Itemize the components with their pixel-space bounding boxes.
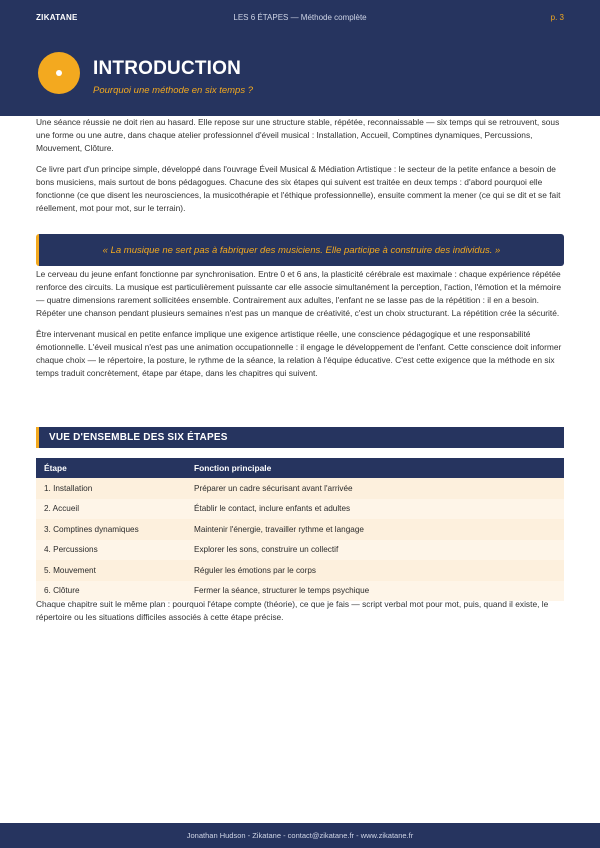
column-header-step: Étape [36,458,186,478]
step-function: Établir le contact, inclure enfants et adultes [186,499,564,520]
circle-dot-icon [38,52,80,94]
running-title: LES 6 ÉTAPES — Méthode complète [233,13,367,22]
table-row [36,519,564,540]
intro-paragraph-2: Ce livre part d'un principe simple, développé dans l'ouvrage Éveil Musical & Médiation Artistique : le secteur de la petite enfance a besoin de bons musiciens, mais surtout de bons pédagogues. Chacune des six étapes qui suivent est traitée en deux temps : d'abord pourquoi elle fonctionne (ce que disent les neurosciences, la musicothérapie et l'éthique professionnelle), ensuite comment la mener (ce qui se dit et se fait réellement, mot pour mot, sur le terrain). [36,164,561,213]
table-header-row [36,458,564,478]
steps-table [36,458,564,601]
step-name: 5. Mouvement [36,560,186,581]
intro-section [36,116,564,215]
body-paragraph-2: Être intervenant musical en petite enfance implique une exigence artistique réelle, une conscience pédagogique et une responsabilité émotionnelle. L'éveil musical n'est pas une animation occupationnelle : il engage le développement de l'enfant. Cette conscience doit informer chaque choix — le répertoire, la posture, le rythme de la séance, la relation à l'équipe éducative. C'est cette exigence que la méthode en six temps traduit concrètement, étape par étape, dans les chapitres qui suivent. [36,329,562,378]
body-paragraph-1: Le cerveau du jeune enfant fonctionne par synchronisation. Entre 0 et 6 ans, la plasticité cérébrale est maximale : chaque expérience répétée renforce des circuits. La musique est particulièrement puissante car elle associe simultanément la perception, l'action, l'émotion et la mémoire — quatre dimensions rarement sollicitées ensemble. Contrairement aux adultes, l'enfant ne se lasse pas de la répétition : il en a besoin. Répéter une chanson pendant plusieurs semaines n'est pas un manque de créativité, c'est un choix structurant. La répétition crée la sécurité. [36,269,562,318]
step-name: 1. Installation [36,478,186,499]
closing-note [36,598,564,624]
table-row [36,478,564,499]
page-title: INTRODUCTION [93,58,242,79]
step-function: Explorer les sons, construire un collectif [186,540,564,561]
step-function: Maintenir l'énergie, travailler rythme et langage [186,519,564,540]
step-function: Préparer un cadre sécurisant avant l'arrivée [186,478,564,499]
table-row [36,499,564,520]
step-function: Fermer la séance, structurer le temps psychique [186,581,564,602]
step-name: 6. Clôture [36,581,186,602]
page-header [0,0,600,116]
page-number: p. 3 [550,13,564,22]
column-header-function: Fonction principale [186,458,564,478]
page-footer [0,823,600,848]
step-name: 3. Comptines dynamiques [36,519,186,540]
section-heading [36,427,564,448]
body-section [36,268,564,380]
closing-note-text: Chaque chapitre suit le même plan : pourquoi l'étape compte (théorie), ce que je fais — script verbal mot pour mot, puis, quand il existe, le répertoire ou les situations difficiles associés à cette étape précise. [36,599,549,622]
brand-name: ZIKATANE [36,13,78,22]
table-row [36,540,564,561]
step-name: 2. Accueil [36,499,186,520]
step-name: 4. Percussions [36,540,186,561]
pull-quote [36,234,564,266]
intro-paragraph-1: Une séance réussie ne doit rien au hasard. Elle repose sur une structure stable, répétée, reconnaissable — six temps qui se retrouvent, sous une forme ou une autre, dans chaque atelier professionnel d'éveil musical : Installation, Accueil, Comptines dynamiques, Percussions, Mouvement, Clôture. [36,117,560,153]
page-subtitle: Pourquoi une méthode en six temps ? [93,85,254,96]
pull-quote-text: « La musique ne sert pas à fabriquer des musiciens. Elle participe à construire des individus. » [102,244,501,256]
footer-text: Jonathan Hudson - Zikatane - contact@zikatane.fr - www.zikatane.fr [186,831,414,840]
step-function: Réguler les émotions par le corps [186,560,564,581]
table-row [36,560,564,581]
section-heading-text: VUE D'ENSEMBLE DES SIX ÉTAPES [49,432,228,443]
